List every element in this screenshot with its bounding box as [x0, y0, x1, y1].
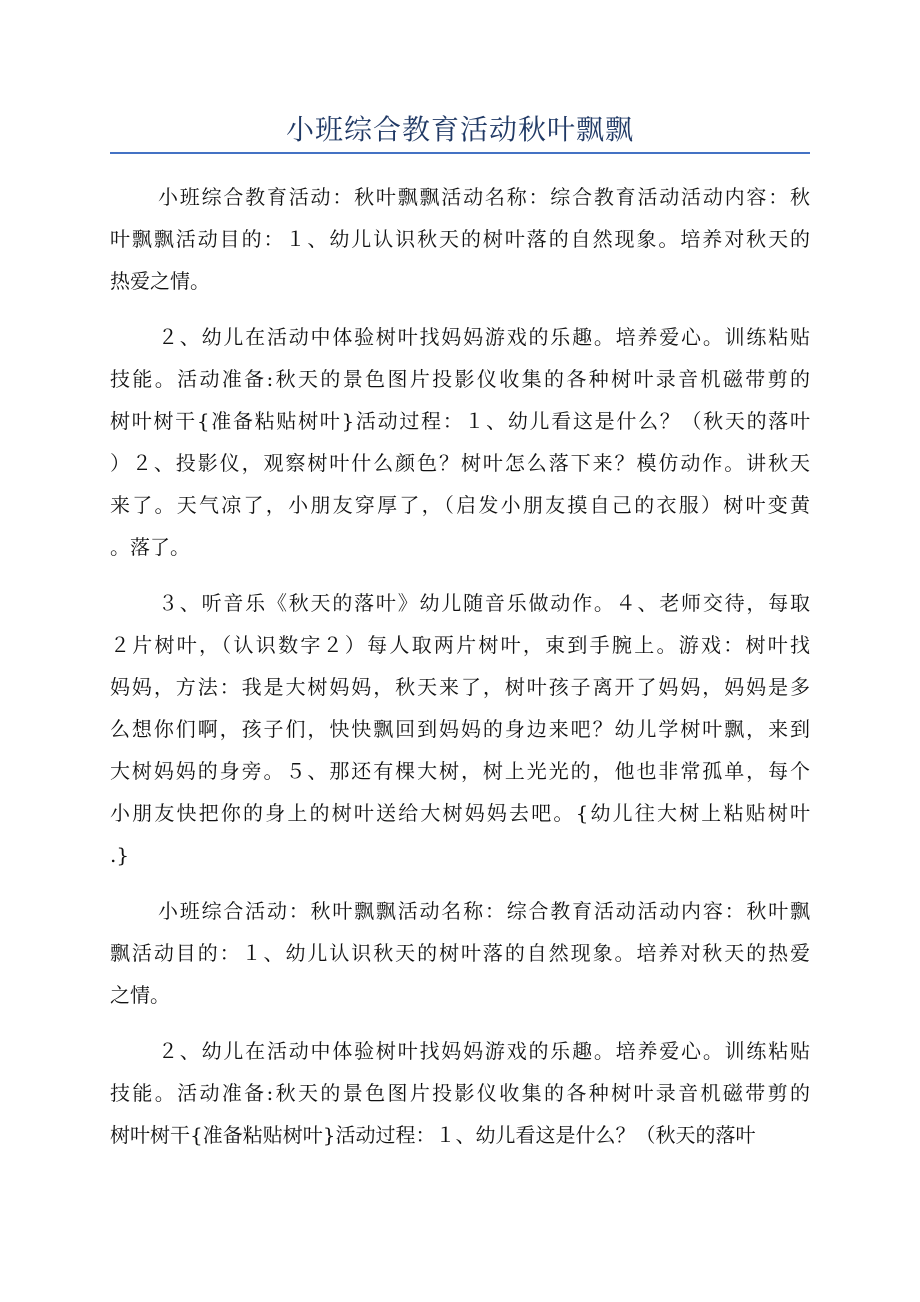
document-body [110, 176, 810, 1170]
paragraph [110, 582, 810, 876]
text-line: 小朋友快把你的身上的树叶送给大树妈妈去吧。{幼儿往大树上粘贴树叶 [110, 801, 810, 825]
text-line: 妈妈，方法：我是大树妈妈，秋天来了，树叶孩子离开了妈妈，妈妈是多 [110, 675, 810, 699]
text-line: .} [110, 843, 130, 867]
text-line: 来了。天气凉了，小朋友穿厚了，（启发小朋友摸自己的衣服）树叶变黄 [110, 493, 810, 517]
text-line: 热爱之情。 [110, 269, 210, 293]
text-line: ２、幼儿在活动中体验树叶找妈妈游戏的乐趣。培养爱心。训练粘贴 [158, 325, 810, 349]
text-line: 树叶树干{准备粘贴树叶}活动过程：１、幼儿看这是什么？（秋天的落叶 [110, 409, 810, 433]
text-line: ３、听音乐《秋天的落叶》幼儿随音乐做动作。４、老师交待，每取 [158, 591, 810, 615]
text-line: ２片树叶，（认识数字２）每人取两片树叶，束到手腕上。游戏：树叶找 [110, 633, 810, 657]
text-line: 技能。活动准备:秋天的景色图片投影仪收集的各种树叶录音机磁带剪的 [110, 367, 810, 391]
document-title: 小班综合教育活动秋叶飘飘 [285, 113, 634, 146]
text-line: 飘活动目的：１、幼儿认识秋天的树叶落的自然现象。培养对秋天的热爱 [110, 941, 810, 965]
paragraph [110, 316, 810, 568]
text-line: 。落了。 [110, 535, 190, 559]
text-line: 技能。活动准备:秋天的景色图片投影仪收集的各种树叶录音机磁带剪的 [110, 1081, 810, 1105]
text-line: 小班综合活动：秋叶飘飘活动名称：综合教育活动活动内容：秋叶飘 [158, 899, 810, 923]
paragraph [110, 890, 810, 1016]
text-line: 大树妈妈的身旁。５、那还有棵大树，树上光光的，他也非常孤单，每个 [110, 759, 810, 783]
text-line: 之情。 [110, 983, 170, 1007]
text-line: 叶飘飘活动目的：１、幼儿认识秋天的树叶落的自然现象。培养对秋天的 [110, 227, 810, 251]
text-line: 树叶树干{准备粘贴树叶}活动过程：１、幼儿看这是什么？（秋天的落叶 [110, 1123, 756, 1147]
paragraph [110, 1030, 810, 1156]
paragraph [110, 176, 810, 302]
text-line: ）２、投影仪，观察树叶什么颜色？树叶怎么落下来？模仿动作。讲秋天 [110, 451, 810, 475]
text-line: 么想你们啊，孩子们，快快飘回到妈妈的身边来吧？幼儿学树叶飘，来到 [110, 717, 810, 741]
text-line: 小班综合教育活动：秋叶飘飘活动名称：综合教育活动活动内容：秋 [158, 185, 810, 209]
title-underline [110, 152, 810, 154]
text-line: ２、幼儿在活动中体验树叶找妈妈游戏的乐趣。培养爱心。训练粘贴 [158, 1039, 810, 1063]
